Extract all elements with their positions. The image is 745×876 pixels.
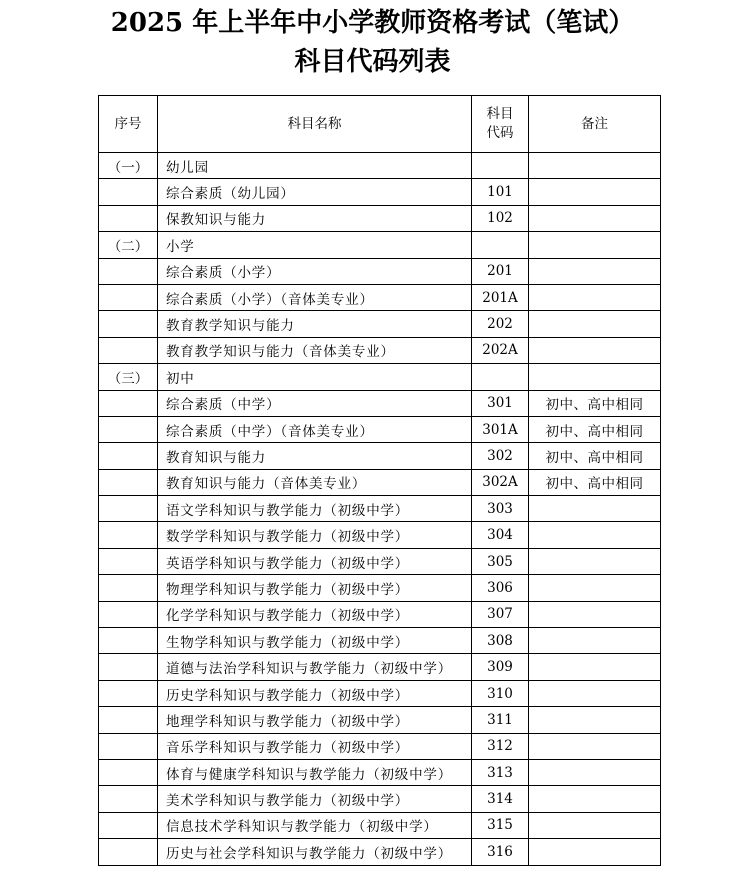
table-row xyxy=(99,416,661,442)
cell-subject-name: 教育教学知识与能力（音体美专业） xyxy=(158,337,472,363)
cell-note xyxy=(529,654,661,680)
header-code-line1: 科目 xyxy=(486,106,514,122)
table-row xyxy=(99,469,661,495)
cell-seq xyxy=(99,839,158,865)
cell-seq xyxy=(99,812,158,838)
cell-subject-name: 幼儿园 xyxy=(158,153,472,179)
table-header-row xyxy=(99,96,661,153)
cell-subject-code: 101 xyxy=(472,179,529,205)
cell-subject-code: 307 xyxy=(472,601,529,627)
cell-note xyxy=(529,575,661,601)
table-row xyxy=(99,496,661,522)
cell-seq xyxy=(99,628,158,654)
cell-subject-code: 304 xyxy=(472,522,529,548)
cell-note xyxy=(529,258,661,284)
header-note: 备注 xyxy=(529,96,661,153)
table-row xyxy=(99,258,661,284)
cell-note xyxy=(529,179,661,205)
table-row xyxy=(99,311,661,337)
cell-note xyxy=(529,364,661,390)
table-row xyxy=(99,337,661,363)
table-row xyxy=(99,232,661,258)
cell-subject-name: 道德与法治学科知识与教学能力（初级中学） xyxy=(158,654,472,680)
cell-seq xyxy=(99,522,158,548)
cell-subject-name: 生物学科知识与教学能力（初级中学） xyxy=(158,628,472,654)
cell-subject-code: 312 xyxy=(472,733,529,759)
cell-note xyxy=(529,522,661,548)
cell-subject-code: 202 xyxy=(472,311,529,337)
cell-subject-code: 313 xyxy=(472,759,529,785)
cell-seq xyxy=(99,601,158,627)
cell-subject-name: 综合素质（小学）（音体美专业） xyxy=(158,284,472,310)
cell-subject-code: 305 xyxy=(472,548,529,574)
cell-subject-code: 306 xyxy=(472,575,529,601)
cell-subject-code: 315 xyxy=(472,812,529,838)
table-row xyxy=(99,390,661,416)
table-row xyxy=(99,284,661,310)
cell-subject-code: 301 xyxy=(472,390,529,416)
cell-subject-name: 综合素质（中学） xyxy=(158,390,472,416)
cell-seq xyxy=(99,443,158,469)
cell-note: 初中、高中相同 xyxy=(529,469,661,495)
header-seq: 序号 xyxy=(99,96,158,153)
table-row xyxy=(99,707,661,733)
cell-seq xyxy=(99,258,158,284)
cell-subject-name: 综合素质（小学） xyxy=(158,258,472,284)
cell-subject-code: 309 xyxy=(472,654,529,680)
cell-note: 初中、高中相同 xyxy=(529,443,661,469)
header-name: 科目名称 xyxy=(158,96,472,153)
cell-subject-name: 数学学科知识与教学能力（初级中学） xyxy=(158,522,472,548)
cell-subject-name: 综合素质（幼儿园） xyxy=(158,179,472,205)
cell-seq xyxy=(99,469,158,495)
table-row xyxy=(99,153,661,179)
cell-subject-name: 信息技术学科知识与教学能力（初级中学） xyxy=(158,812,472,838)
cell-note xyxy=(529,284,661,310)
cell-subject-name: 历史学科知识与教学能力（初级中学） xyxy=(158,680,472,706)
cell-subject-name: 化学学科知识与教学能力（初级中学） xyxy=(158,601,472,627)
header-code xyxy=(472,96,529,153)
cell-seq xyxy=(99,496,158,522)
cell-subject-code: 311 xyxy=(472,707,529,733)
cell-note xyxy=(529,733,661,759)
cell-subject-code: 314 xyxy=(472,786,529,812)
cell-seq xyxy=(99,179,158,205)
cell-subject-name: 物理学科知识与教学能力（初级中学） xyxy=(158,575,472,601)
table-row xyxy=(99,548,661,574)
table-row xyxy=(99,628,661,654)
cell-subject-code: 308 xyxy=(472,628,529,654)
document-title-line2: 科目代码列表 xyxy=(294,47,451,77)
document-title-line1: 2025 年上半年中小学教师资格考试（笔试） xyxy=(110,8,635,38)
cell-subject-name: 历史与社会学科知识与教学能力（初级中学） xyxy=(158,839,472,865)
cell-note xyxy=(529,759,661,785)
cell-seq xyxy=(99,284,158,310)
table-row xyxy=(99,575,661,601)
cell-note xyxy=(529,496,661,522)
table-row xyxy=(99,179,661,205)
cell-seq xyxy=(99,548,158,574)
cell-subject-name: 英语学科知识与教学能力（初级中学） xyxy=(158,548,472,574)
cell-subject-name: 保教知识与能力 xyxy=(158,205,472,231)
table-row xyxy=(99,601,661,627)
cell-note xyxy=(529,548,661,574)
cell-note xyxy=(529,153,661,179)
cell-note xyxy=(529,205,661,231)
cell-note xyxy=(529,786,661,812)
cell-subject-name: 音乐学科知识与教学能力（初级中学） xyxy=(158,733,472,759)
cell-seq xyxy=(99,205,158,231)
table-row xyxy=(99,812,661,838)
cell-subject-name: 综合素质（中学）（音体美专业） xyxy=(158,416,472,442)
cell-subject-code: 102 xyxy=(472,205,529,231)
cell-seq xyxy=(99,680,158,706)
cell-note xyxy=(529,232,661,258)
cell-seq xyxy=(99,733,158,759)
cell-note xyxy=(529,839,661,865)
table-row xyxy=(99,759,661,785)
cell-subject-code xyxy=(472,364,529,390)
cell-subject-code xyxy=(472,153,529,179)
table-row xyxy=(99,443,661,469)
table-row xyxy=(99,522,661,548)
cell-subject-name: 体育与健康学科知识与教学能力（初级中学） xyxy=(158,759,472,785)
table-row xyxy=(99,733,661,759)
cell-subject-code xyxy=(472,232,529,258)
cell-subject-code: 310 xyxy=(472,680,529,706)
table-row xyxy=(99,205,661,231)
cell-seq: （三） xyxy=(99,364,158,390)
cell-note xyxy=(529,311,661,337)
cell-subject-name: 语文学科知识与教学能力（初级中学） xyxy=(158,496,472,522)
cell-seq xyxy=(99,707,158,733)
header-code-line2: 代码 xyxy=(486,125,514,141)
table-row xyxy=(99,364,661,390)
cell-note xyxy=(529,337,661,363)
table-row xyxy=(99,839,661,865)
cell-note xyxy=(529,812,661,838)
cell-subject-name: 美术学科知识与教学能力（初级中学） xyxy=(158,786,472,812)
cell-subject-code: 302 xyxy=(472,443,529,469)
cell-seq xyxy=(99,390,158,416)
table-row xyxy=(99,786,661,812)
cell-note: 初中、高中相同 xyxy=(529,390,661,416)
cell-seq xyxy=(99,575,158,601)
cell-subject-name: 初中 xyxy=(158,364,472,390)
cell-subject-code: 303 xyxy=(472,496,529,522)
cell-subject-code: 316 xyxy=(472,839,529,865)
cell-seq xyxy=(99,416,158,442)
cell-note xyxy=(529,628,661,654)
cell-subject-code: 201A xyxy=(472,284,529,310)
cell-note: 初中、高中相同 xyxy=(529,416,661,442)
table-row xyxy=(99,680,661,706)
cell-subject-name: 小学 xyxy=(158,232,472,258)
cell-subject-name: 地理学科知识与教学能力（初级中学） xyxy=(158,707,472,733)
cell-seq xyxy=(99,759,158,785)
subject-code-table xyxy=(98,95,661,866)
cell-seq: （二） xyxy=(99,232,158,258)
cell-subject-code: 302A xyxy=(472,469,529,495)
cell-subject-name: 教育知识与能力 xyxy=(158,443,472,469)
cell-subject-code: 201 xyxy=(472,258,529,284)
cell-subject-code: 301A xyxy=(472,416,529,442)
cell-seq xyxy=(99,337,158,363)
cell-note xyxy=(529,601,661,627)
cell-note xyxy=(529,680,661,706)
cell-subject-name: 教育知识与能力（音体美专业） xyxy=(158,469,472,495)
cell-seq xyxy=(99,786,158,812)
cell-seq xyxy=(99,311,158,337)
cell-seq xyxy=(99,654,158,680)
table-row xyxy=(99,654,661,680)
cell-seq: （一） xyxy=(99,153,158,179)
cell-note xyxy=(529,707,661,733)
cell-subject-name: 教育教学知识与能力 xyxy=(158,311,472,337)
cell-subject-code: 202A xyxy=(472,337,529,363)
